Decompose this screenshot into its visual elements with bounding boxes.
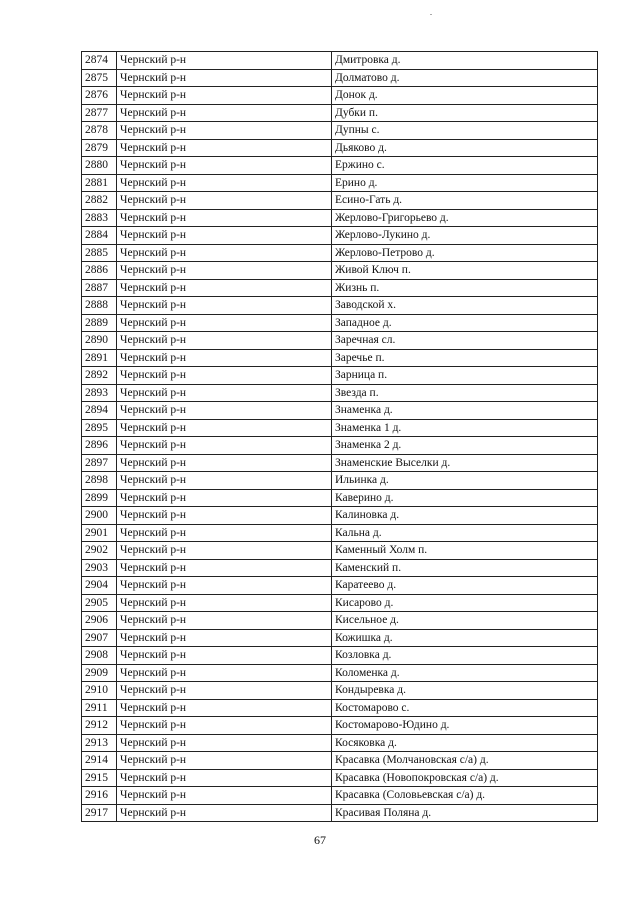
page-number: 67 [314, 833, 326, 847]
settlement-cell: Жерлово-Григорьево д. [332, 209, 598, 227]
settlement-cell: Ержино с. [332, 157, 598, 175]
district-cell: Чернский р-н [117, 559, 332, 577]
settlement-cell: Заводской х. [332, 297, 598, 315]
row-number-cell: 2901 [82, 524, 117, 542]
table-row [82, 349, 598, 367]
district-cell: Чернский р-н [117, 52, 332, 70]
settlement-cell: Жерлово-Петрово д. [332, 244, 598, 262]
district-cell: Чернский р-н [117, 752, 332, 770]
district-cell: Чернский р-н [117, 69, 332, 87]
row-number-cell: 2902 [82, 542, 117, 560]
row-number-cell: 2906 [82, 612, 117, 630]
table-row [82, 209, 598, 227]
settlement-cell: Кальна д. [332, 524, 598, 542]
row-number-cell: 2876 [82, 87, 117, 105]
district-cell: Чернский р-н [117, 402, 332, 420]
district-cell: Чернский р-н [117, 682, 332, 700]
table-row [82, 244, 598, 262]
row-number-cell: 2891 [82, 349, 117, 367]
row-number-cell: 2915 [82, 769, 117, 787]
district-cell: Чернский р-н [117, 279, 332, 297]
row-number-cell: 2888 [82, 297, 117, 315]
table-row [82, 314, 598, 332]
settlement-cell: Заречная сл. [332, 332, 598, 350]
table-row [82, 227, 598, 245]
row-number-cell: 2909 [82, 664, 117, 682]
scan-speck [430, 14, 432, 15]
district-cell: Чернский р-н [117, 472, 332, 490]
row-number-cell: 2878 [82, 122, 117, 140]
row-number-cell: 2913 [82, 734, 117, 752]
table-row [82, 787, 598, 805]
table-row [82, 437, 598, 455]
district-cell: Чернский р-н [117, 349, 332, 367]
row-number-cell: 2894 [82, 402, 117, 420]
settlement-cell: Кисельное д. [332, 612, 598, 630]
table-row [82, 524, 598, 542]
district-cell: Чернский р-н [117, 647, 332, 665]
district-cell: Чернский р-н [117, 314, 332, 332]
row-number-cell: 2895 [82, 419, 117, 437]
row-number-cell: 2897 [82, 454, 117, 472]
table-row [82, 332, 598, 350]
district-cell: Чернский р-н [117, 297, 332, 315]
district-cell: Чернский р-н [117, 174, 332, 192]
settlement-cell: Дубки п. [332, 104, 598, 122]
district-cell: Чернский р-н [117, 454, 332, 472]
table-row [82, 752, 598, 770]
table-row [82, 139, 598, 157]
settlement-cell: Донок д. [332, 87, 598, 105]
district-cell: Чернский р-н [117, 769, 332, 787]
district-cell: Чернский р-н [117, 419, 332, 437]
settlement-cell: Ерино д. [332, 174, 598, 192]
table-row [82, 367, 598, 385]
district-cell: Чернский р-н [117, 717, 332, 735]
settlement-cell: Знаменка 2 д. [332, 437, 598, 455]
district-cell: Чернский р-н [117, 524, 332, 542]
row-number-cell: 2889 [82, 314, 117, 332]
table-row [82, 104, 598, 122]
table-row [82, 647, 598, 665]
row-number-cell: 2905 [82, 594, 117, 612]
district-cell: Чернский р-н [117, 629, 332, 647]
table-row [82, 594, 598, 612]
district-cell: Чернский р-н [117, 384, 332, 402]
district-cell: Чернский р-н [117, 664, 332, 682]
district-cell: Чернский р-н [117, 262, 332, 280]
table-row [82, 612, 598, 630]
table-row [82, 542, 598, 560]
settlement-cell: Косяковка д. [332, 734, 598, 752]
district-cell: Чернский р-н [117, 542, 332, 560]
district-cell: Чернский р-н [117, 209, 332, 227]
table-row [82, 297, 598, 315]
row-number-cell: 2900 [82, 507, 117, 525]
district-cell: Чернский р-н [117, 244, 332, 262]
settlement-cell: Каверино д. [332, 489, 598, 507]
settlement-cell: Западное д. [332, 314, 598, 332]
row-number-cell: 2886 [82, 262, 117, 280]
district-cell: Чернский р-н [117, 577, 332, 595]
table-row [82, 507, 598, 525]
settlement-cell: Дмитровка д. [332, 52, 598, 70]
table-row [82, 279, 598, 297]
settlement-cell: Коломенка д. [332, 664, 598, 682]
table-row [82, 87, 598, 105]
row-number-cell: 2883 [82, 209, 117, 227]
district-cell: Чернский р-н [117, 227, 332, 245]
district-cell: Чернский р-н [117, 332, 332, 350]
district-cell: Чернский р-н [117, 192, 332, 210]
table-row [82, 489, 598, 507]
settlement-cell: Красавка (Соловьевская с/а) д. [332, 787, 598, 805]
district-cell: Чернский р-н [117, 734, 332, 752]
table-row [82, 629, 598, 647]
table-row [82, 664, 598, 682]
settlement-cell: Костомарово с. [332, 699, 598, 717]
settlement-cell: Ильинка д. [332, 472, 598, 490]
settlement-cell: Звезда п. [332, 384, 598, 402]
table-row [82, 699, 598, 717]
settlement-cell: Красивая Поляна д. [332, 804, 598, 822]
table-row [82, 682, 598, 700]
settlement-cell: Костомарово-Юдино д. [332, 717, 598, 735]
table-row [82, 472, 598, 490]
row-number-cell: 2882 [82, 192, 117, 210]
row-number-cell: 2908 [82, 647, 117, 665]
document-page [81, 51, 597, 822]
district-cell: Чернский р-н [117, 699, 332, 717]
table-body [82, 52, 598, 822]
district-cell: Чернский р-н [117, 139, 332, 157]
settlement-cell: Каменский п. [332, 559, 598, 577]
settlements-table [81, 51, 598, 822]
row-number-cell: 2880 [82, 157, 117, 175]
settlement-cell: Дупны с. [332, 122, 598, 140]
row-number-cell: 2896 [82, 437, 117, 455]
settlement-cell: Долматово д. [332, 69, 598, 87]
row-number-cell: 2892 [82, 367, 117, 385]
settlement-cell: Козловка д. [332, 647, 598, 665]
row-number-cell: 2903 [82, 559, 117, 577]
settlement-cell: Есино-Гать д. [332, 192, 598, 210]
row-number-cell: 2899 [82, 489, 117, 507]
settlement-cell: Жерлово-Лукино д. [332, 227, 598, 245]
row-number-cell: 2890 [82, 332, 117, 350]
row-number-cell: 2879 [82, 139, 117, 157]
settlement-cell: Красавка (Молчановская с/а) д. [332, 752, 598, 770]
row-number-cell: 2916 [82, 787, 117, 805]
table-row [82, 454, 598, 472]
district-cell: Чернский р-н [117, 437, 332, 455]
row-number-cell: 2884 [82, 227, 117, 245]
row-number-cell: 2874 [82, 52, 117, 70]
table-row [82, 577, 598, 595]
district-cell: Чернский р-н [117, 157, 332, 175]
settlement-cell: Знаменка д. [332, 402, 598, 420]
table-row [82, 734, 598, 752]
table-row [82, 174, 598, 192]
settlement-cell: Красавка (Новопокровская с/а) д. [332, 769, 598, 787]
district-cell: Чернский р-н [117, 489, 332, 507]
table-row [82, 419, 598, 437]
table-row [82, 122, 598, 140]
settlement-cell: Жизнь п. [332, 279, 598, 297]
table-row [82, 157, 598, 175]
row-number-cell: 2904 [82, 577, 117, 595]
table-row [82, 192, 598, 210]
row-number-cell: 2914 [82, 752, 117, 770]
table-row [82, 69, 598, 87]
district-cell: Чернский р-н [117, 507, 332, 525]
settlement-cell: Дьяково д. [332, 139, 598, 157]
table-row [82, 559, 598, 577]
row-number-cell: 2887 [82, 279, 117, 297]
table-row [82, 52, 598, 70]
row-number-cell: 2898 [82, 472, 117, 490]
settlement-cell: Заречье п. [332, 349, 598, 367]
row-number-cell: 2912 [82, 717, 117, 735]
settlement-cell: Зарница п. [332, 367, 598, 385]
district-cell: Чернский р-н [117, 612, 332, 630]
settlement-cell: Калиновка д. [332, 507, 598, 525]
row-number-cell: 2911 [82, 699, 117, 717]
row-number-cell: 2893 [82, 384, 117, 402]
district-cell: Чернский р-н [117, 104, 332, 122]
settlement-cell: Знаменка 1 д. [332, 419, 598, 437]
table-row [82, 384, 598, 402]
row-number-cell: 2877 [82, 104, 117, 122]
district-cell: Чернский р-н [117, 367, 332, 385]
district-cell: Чернский р-н [117, 594, 332, 612]
table-row [82, 717, 598, 735]
settlement-cell: Кожишка д. [332, 629, 598, 647]
row-number-cell: 2885 [82, 244, 117, 262]
table-row [82, 804, 598, 822]
row-number-cell: 2907 [82, 629, 117, 647]
district-cell: Чернский р-н [117, 87, 332, 105]
row-number-cell: 2881 [82, 174, 117, 192]
settlement-cell: Каратеево д. [332, 577, 598, 595]
table-row [82, 262, 598, 280]
table-row [82, 402, 598, 420]
row-number-cell: 2910 [82, 682, 117, 700]
settlement-cell: Кисарово д. [332, 594, 598, 612]
district-cell: Чернский р-н [117, 787, 332, 805]
settlement-cell: Каменный Холм п. [332, 542, 598, 560]
settlement-cell: Живой Ключ п. [332, 262, 598, 280]
district-cell: Чернский р-н [117, 804, 332, 822]
table-row [82, 769, 598, 787]
settlement-cell: Кондыревка д. [332, 682, 598, 700]
settlement-cell: Знаменские Выселки д. [332, 454, 598, 472]
row-number-cell: 2875 [82, 69, 117, 87]
row-number-cell: 2917 [82, 804, 117, 822]
district-cell: Чернский р-н [117, 122, 332, 140]
